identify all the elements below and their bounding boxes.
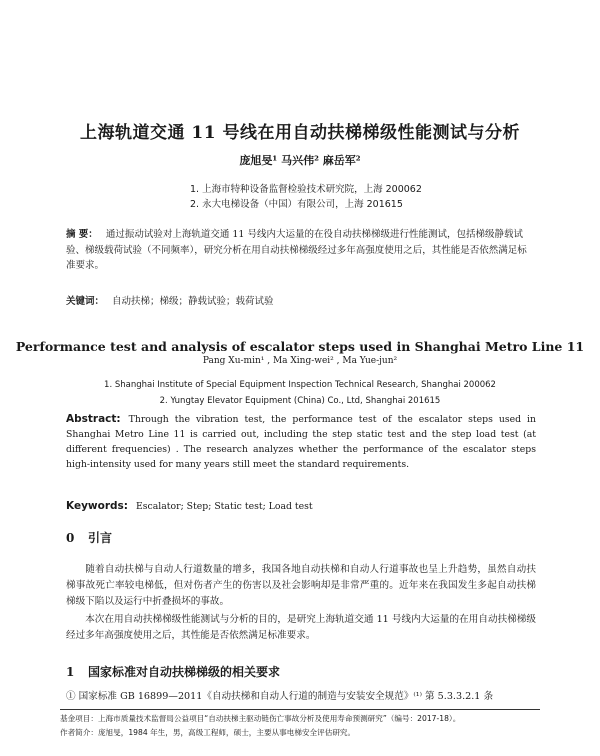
cn-affiliation-2: 2. 永大电梯设备（中国）有限公司，上海 201615: [190, 199, 403, 210]
en-keywords-label: Keywords:: [66, 500, 128, 512]
footnote-divider: [60, 709, 540, 710]
en-affiliation-1: 1. Shanghai Institute of Special Equipment Inspection Technical Research, Shanghai 200062: [104, 380, 496, 390]
footnote-author-bio: 作者简介：庞旭旻，1984 年生，男，高级工程师，硕士，主要从事电梯安全评估研究。: [60, 728, 356, 737]
cn-abstract: [66, 227, 534, 274]
en-authors: Pang Xu-min¹ , Ma Xing-wei² , Ma Yue-jun²: [202, 356, 398, 366]
en-affiliation-2: 2. Yungtay Elevator Equipment (China) Co., Ltd, Shanghai 201615: [159, 396, 441, 406]
section-0-title: 引言: [88, 531, 113, 545]
cn-abstract-label: 摘 要：: [66, 229, 98, 240]
cn-keywords-label: 关键词：: [66, 296, 105, 307]
section-0-number: 0: [66, 531, 75, 545]
section-1-number: 1: [66, 665, 75, 679]
en-keywords: [66, 500, 536, 512]
section-0-heading: [66, 529, 112, 546]
cn-abstract-text: 通过振动试验对上海轨道交通 11 号线内大运量的在役自动扶梯梯级进行性能测试，包括梯级静载试验、梯级载荷试验（不同频率），研究分析在用自动扶梯梯级经过多年高强度使用之后，其性能是否依然满足标准要求。: [66, 229, 527, 271]
cn-title: 上海轨道交通 11 号线在用自动扶梯梯级性能测试与分析: [80, 123, 520, 143]
en-title: Performance test and analysis of escalator steps used in Shanghai Metro Line 11: [15, 339, 585, 354]
section-1-title: 国家标准对自动扶梯梯级的相关要求: [88, 665, 281, 679]
intro-paragraph-2: 本次在用自动扶梯梯级性能测试与分析的目的，是研究上海轨道交通 11 号线内大运量的在用自动扶梯梯级经过多年高强度使用之后，其性能是否依然满足标准要求。: [66, 614, 536, 641]
cn-keywords-text: 自动扶梯；梯级；静载试验；载荷试验: [112, 296, 274, 307]
cn-affiliation-1: 1. 上海市特种设备监督检验技术研究院，上海 200062: [190, 184, 422, 195]
cn-keywords: [66, 293, 534, 307]
en-abstract-label: Abstract:: [66, 413, 121, 425]
section-1-heading: [66, 663, 280, 680]
en-abstract-text: Through the vibration test, the performance test of the escalator steps used in Shanghai Metro Line 11 is carried out, including the step static test and the step load test (at different frequencies) . The research analyzes whether the performance of the escalator steps high-intensity used for many years still meet the standard requirements.: [66, 414, 536, 470]
intro-paragraph-1: 随着自动扶梯与自动人行道数量的增多，我国各地自动扶梯和自动人行道事故也呈上升趋势，虽然自动扶梯事故死亡率较电梯低，但对伤者产生的伤害以及社会影响却是非常严重的。近年来在我国发生多起自动扶梯梯级下陷以及运行中折叠损坏的事故。: [66, 564, 536, 607]
footnote-fund: 基金项目：上海市质量技术监督局公益项目“自动扶梯主驱动链伤亡事故分析及使用寿命预测研究”（编号：2017-18）。: [60, 714, 461, 723]
list-item-1: ① 国家标准 GB 16899—2011《自动扶梯和自动人行道的制造与安装安全规范》⁽¹⁾ 第 5.3.3.2.1 条: [66, 691, 494, 702]
en-abstract: [66, 412, 536, 472]
cn-authors: 庞旭旻¹ 马兴伟² 麻岳军²: [239, 154, 361, 167]
en-keywords-text: Escalator; Step; Static test; Load test: [135, 501, 313, 512]
